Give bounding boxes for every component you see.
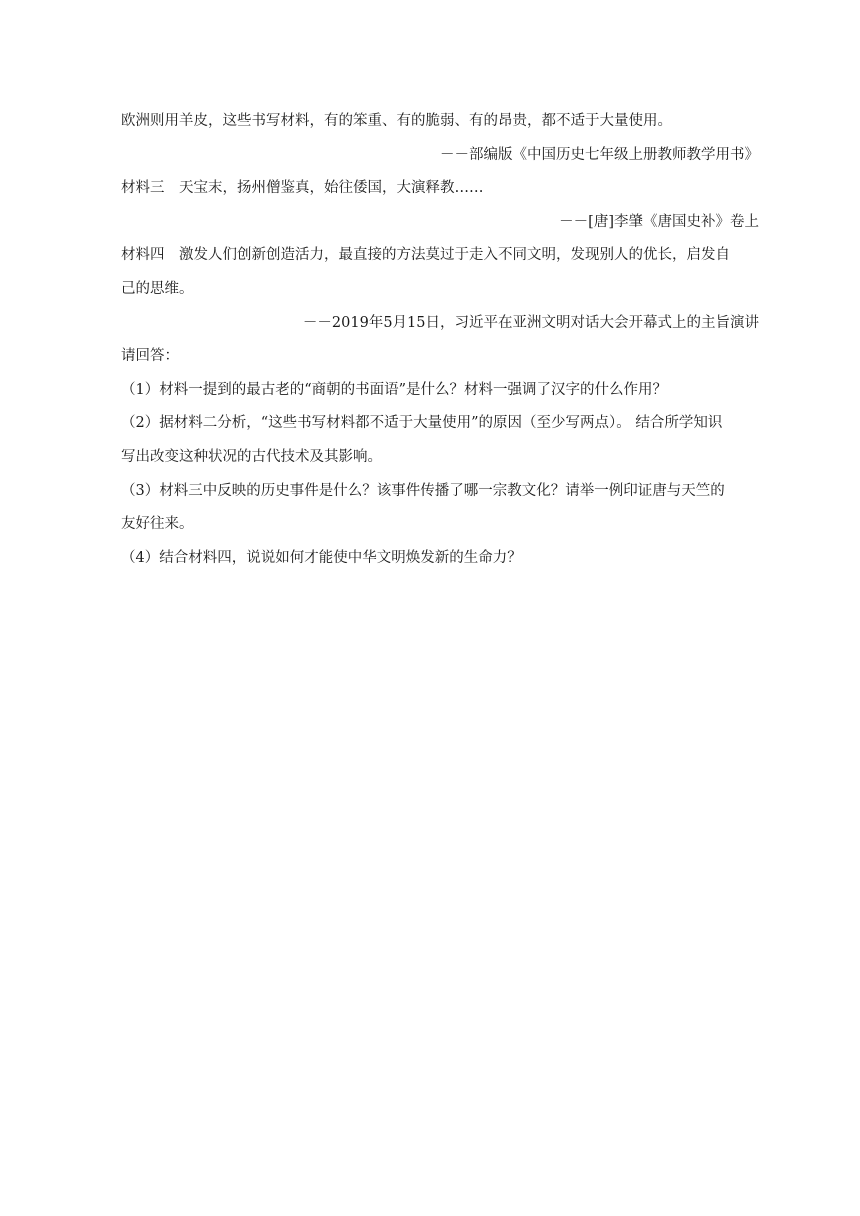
document-body <box>121 105 759 575</box>
material-three-source: －－[唐]李肇《唐国史补》卷上 <box>559 213 759 230</box>
material-four-text: 材料四 激发人们创新创造活力，最直接的方法莫过于走入不同文明，发现别人的优长，启发自 <box>121 247 730 264</box>
question-1: （1）材料一提到的最古老的“商朝的书面语”是什么？材料一强调了汉字的什么作用？ <box>121 381 668 398</box>
question-2-cont: 写出改变这种状况的古代技术及其影响。 <box>121 448 382 465</box>
question-2: （2）据材料二分析，“这些书写材料都不适于大量使用”的原因（至少写两点）。 结合所学知识 <box>121 415 723 432</box>
material-two-source: －－部编版《中国历史七年级上册教师教学用书》 <box>440 146 759 163</box>
question-3: （3）材料三中反映的历史事件是什么？该事件传播了哪一宗教文化？请举一例印证唐与天竺的 <box>121 482 725 499</box>
material-four-text-cont: 己的思维。 <box>121 280 194 297</box>
questions-heading: 请回答： <box>121 348 179 365</box>
question-4: （4）结合材料四，说说如何才能使中华文明焕发新的生命力？ <box>121 549 522 566</box>
question-3-cont: 友好往来。 <box>121 516 194 533</box>
material-four-source: －－2019年5月15日，习近平在亚洲文明对话大会开幕式上的主旨演讲 <box>302 314 759 331</box>
material-three-text: 材料三 天宝末，扬州僧鉴真，始往倭国，大演释教…… <box>121 180 484 197</box>
material-two-tail: 欧洲则用羊皮，这些书写材料，有的笨重、有的脆弱、有的昂贵，都不适于大量使用。 <box>121 113 672 129</box>
